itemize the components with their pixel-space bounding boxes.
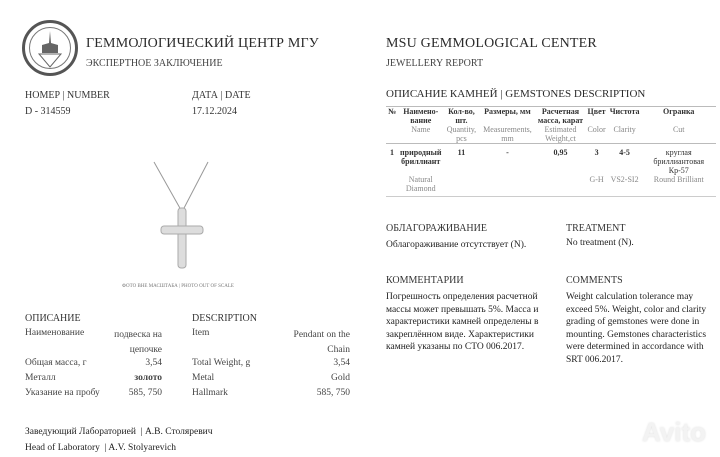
table-cell: 0,95 bbox=[535, 144, 585, 176]
table-cell bbox=[386, 175, 398, 197]
table-cell bbox=[479, 175, 535, 197]
signature-ru: Заведующий Лабораторией | А.В. Столяревич bbox=[25, 427, 213, 437]
col-header: № bbox=[388, 107, 397, 116]
comments-en-text: Weight calculation tolerance may exceed 5%. Weight, color and clarity grading of gemstones were done in mounting. Gemstones characteristics were determined in accordance with SRT 006.2017. bbox=[566, 292, 707, 365]
desc-value: 3,54 bbox=[145, 358, 162, 368]
title-en: MSU GEMMOLOGICAL CENTER bbox=[386, 36, 597, 51]
desc-label: Item bbox=[192, 328, 210, 338]
header-row-en bbox=[386, 125, 716, 144]
table-cell: круглая бриллиантовая Кр-57 bbox=[641, 144, 716, 176]
gemstones-table bbox=[386, 106, 716, 197]
date-label: ДАТА | DATE bbox=[192, 90, 251, 101]
treatment-ru-title: ОБЛАГОРАЖИВАНИЕ bbox=[386, 223, 487, 234]
title-ru: ГЕММОЛОГИЧЕСКИЙ ЦЕНТР МГУ bbox=[86, 36, 319, 51]
col-header: Расчетная масса, карат bbox=[537, 107, 584, 125]
table-cell bbox=[443, 175, 479, 197]
treatment-en-text: No treatment (N). bbox=[566, 238, 634, 248]
comments-ru-title: КОММЕНТАРИИ bbox=[386, 275, 464, 286]
desc-value: 585, 750 bbox=[128, 388, 162, 398]
desc-label: Metal bbox=[192, 373, 215, 383]
col-header: Огранка bbox=[663, 107, 695, 116]
date-value: 17.12.2024 bbox=[192, 106, 237, 117]
desc-label: Указание на пробу bbox=[25, 388, 100, 398]
signature-en: Head of Laboratory | A.V. Stolyarevich bbox=[25, 443, 177, 453]
comments-en-title: COMMENTS bbox=[566, 275, 623, 286]
desc-label: Total Weight, g bbox=[192, 358, 251, 368]
col-header bbox=[386, 125, 398, 144]
subtitle-ru: ЭКСПЕРТНОЕ ЗАКЛЮЧЕНИЕ bbox=[86, 58, 223, 69]
col-header: Quantity, pcs bbox=[446, 125, 477, 143]
col-header: Measurements, mm bbox=[483, 125, 532, 143]
desc-value: Gold bbox=[331, 373, 350, 383]
col-header: Цвет bbox=[587, 107, 606, 116]
col-header: Чистота bbox=[609, 107, 640, 116]
table-cell: 1 bbox=[386, 144, 398, 176]
desc-label: Общая масса, г bbox=[25, 358, 87, 368]
table-cell: - bbox=[479, 144, 535, 176]
table-cell: Round Brilliant bbox=[653, 175, 704, 184]
number-value: D - 314559 bbox=[25, 106, 71, 117]
description-en-title: DESCRIPTION bbox=[192, 313, 258, 324]
desc-value: 3,54 bbox=[333, 358, 350, 368]
desc-value: Pendant on the Chain bbox=[293, 330, 350, 355]
header-row-ru bbox=[386, 107, 716, 126]
treatment-en-title: TREATMENT bbox=[566, 223, 626, 234]
col-header: Estimated Weight,ct bbox=[544, 125, 577, 143]
table-cell: природный бриллиант bbox=[398, 144, 443, 176]
table-cell: G-H bbox=[589, 175, 604, 184]
treatment-ru-text: Облагораживание отсутствует (N). bbox=[386, 240, 527, 250]
col-header: Cut bbox=[672, 125, 685, 134]
table-cell: 3 bbox=[585, 144, 607, 176]
table-cell: 11 bbox=[443, 144, 479, 176]
subtitle-en: JEWELLERY REPORT bbox=[386, 58, 484, 69]
desc-label: Наименование bbox=[25, 328, 85, 338]
table-cell: VS2-SI2 bbox=[610, 175, 639, 184]
pendant-photo bbox=[140, 160, 230, 270]
table-cell: Natural Diamond bbox=[405, 175, 436, 193]
col-header: Name bbox=[411, 125, 431, 134]
desc-value: подвеска на цепочке bbox=[114, 330, 162, 355]
desc-value: 585, 750 bbox=[316, 388, 350, 398]
desc-label: Металл bbox=[25, 373, 56, 383]
msu-logo bbox=[22, 20, 78, 76]
col-header: Clarity bbox=[613, 125, 636, 134]
col-header: Color bbox=[587, 125, 606, 134]
photo-caption: ФОТО ВНЕ МАСШТАБА | PHOTO OUT OF SCALE bbox=[122, 284, 234, 289]
table-row bbox=[386, 144, 716, 176]
desc-label: Hallmark bbox=[192, 388, 228, 398]
avito-watermark: Avito bbox=[641, 417, 706, 447]
description-ru-title: ОПИСАНИЕ bbox=[25, 313, 81, 324]
gemstones-title: ОПИСАНИЕ КАМНЕЙ | GEMSTONES DESCRIPTION bbox=[386, 88, 646, 100]
table-row-en bbox=[386, 175, 716, 197]
number-label: НОМЕР | NUMBER bbox=[25, 90, 110, 101]
desc-value: золото bbox=[134, 373, 162, 383]
table-cell: 4-5 bbox=[608, 144, 642, 176]
comments-ru-text: Погрешность определения расчетной массы может превышать 5%. Масса и характеристики камней определены в закреплённом виде. Характеристики камней указаны по СТО 006.2017. bbox=[386, 292, 539, 352]
col-header: Размеры, мм bbox=[484, 107, 531, 116]
col-header: Кол-во, шт. bbox=[448, 107, 475, 125]
col-header: Наимено-вание bbox=[403, 107, 439, 125]
table-cell bbox=[535, 175, 585, 197]
